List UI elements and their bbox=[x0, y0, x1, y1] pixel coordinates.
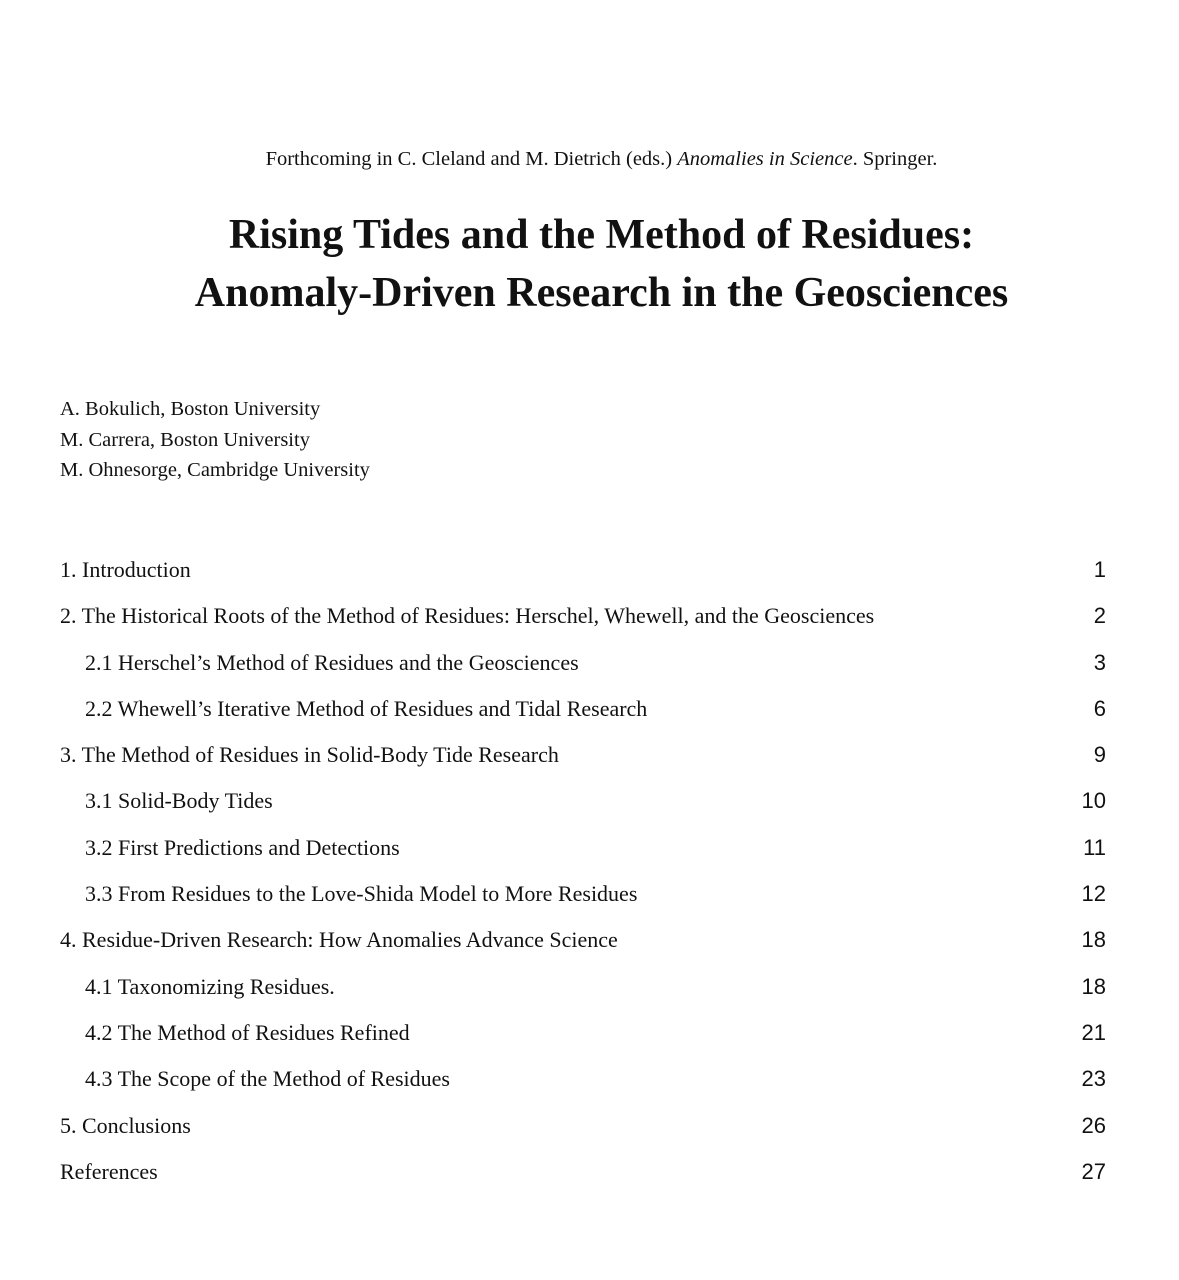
toc-entry-solid-body-tides[interactable] bbox=[60, 784, 1106, 830]
toc-entry-label: 4.3 The Scope of the Method of Residues bbox=[85, 1066, 450, 1092]
publication-note bbox=[0, 144, 1179, 174]
toc-entry-label: 2.1 Herschel’s Method of Residues and the Geosciences bbox=[85, 649, 579, 675]
toc-entry-label: 4.2 The Method of Residues Refined bbox=[85, 1019, 410, 1045]
author-entry: A. Bokulich, Boston University bbox=[60, 398, 321, 420]
paper-title-line-2: Anomaly-Driven Research in the Geosciences bbox=[194, 270, 1009, 316]
toc-entry-label: 3.3 From Residues to the Love-Shida Model to More Residues bbox=[85, 881, 638, 907]
toc-entry-page: 3 bbox=[1093, 649, 1106, 675]
publication-venue: Anomalies in Science bbox=[677, 148, 853, 170]
toc-entry-whewell-method[interactable] bbox=[60, 692, 1106, 738]
toc-entry-page: 12 bbox=[1081, 881, 1106, 907]
toc-entry-page: 27 bbox=[1081, 1158, 1106, 1184]
toc-entry-page: 26 bbox=[1081, 1112, 1106, 1138]
toc-entry-page: 18 bbox=[1081, 973, 1106, 999]
toc-entry-method-scope[interactable] bbox=[60, 1062, 1106, 1108]
toc-entry-solid-body-research[interactable] bbox=[60, 738, 1106, 784]
toc-entry-page: 6 bbox=[1093, 695, 1106, 721]
toc-entry-first-predictions[interactable] bbox=[60, 831, 1106, 877]
toc-entry-label: 4.1 Taxonomizing Residues. bbox=[85, 973, 335, 999]
author-list bbox=[60, 394, 370, 486]
toc-entry-residue-driven-research[interactable] bbox=[60, 923, 1106, 969]
publication-note-suffix: . Springer. bbox=[852, 148, 938, 170]
author-entry: M. Carrera, Boston University bbox=[60, 428, 310, 451]
toc-entry-taxonomizing-residues[interactable] bbox=[60, 970, 1106, 1016]
toc-entry-page: 21 bbox=[1081, 1019, 1106, 1045]
toc-entry-love-shida-model[interactable] bbox=[60, 877, 1106, 923]
toc-entry-label: 2. The Historical Roots of the Method of Residues: Herschel, Whewell, and the Geosciences bbox=[60, 603, 875, 629]
toc-entry-page: 18 bbox=[1081, 927, 1106, 953]
toc-entry-references[interactable] bbox=[60, 1155, 1106, 1201]
toc-entry-page: 1 bbox=[1093, 557, 1106, 582]
toc-entry-page: 11 bbox=[1083, 834, 1106, 860]
toc-entry-page: 23 bbox=[1081, 1066, 1106, 1092]
publication-note-prefix: Forthcoming in C. Cleland and M. Dietrich (eds.) bbox=[265, 148, 678, 170]
toc-entry-introduction[interactable] bbox=[60, 553, 1106, 599]
table-of-contents bbox=[60, 553, 1106, 1201]
toc-entry-herschel-method[interactable] bbox=[60, 646, 1106, 692]
toc-entry-page: 9 bbox=[1093, 742, 1106, 768]
toc-entry-conclusions[interactable] bbox=[60, 1109, 1106, 1155]
toc-entry-label: 4. Residue-Driven Research: How Anomalies Advance Science bbox=[60, 927, 618, 953]
toc-entry-label: 5. Conclusions bbox=[60, 1112, 191, 1138]
toc-entry-label: 3.2 First Predictions and Detections bbox=[85, 834, 400, 860]
paper-title bbox=[0, 206, 1179, 322]
paper-title-line-1: Rising Tides and the Method of Residues: bbox=[228, 212, 975, 258]
toc-entry-label: 3.1 Solid-Body Tides bbox=[85, 788, 273, 814]
toc-entry-label: 3. The Method of Residues in Solid-Body Tide Research bbox=[60, 742, 559, 768]
toc-entry-page: 10 bbox=[1081, 788, 1106, 814]
toc-entry-label: References bbox=[60, 1158, 158, 1184]
author-entry: M. Ohnesorge, Cambridge University bbox=[60, 459, 370, 481]
toc-entry-label: 1. Introduction bbox=[60, 557, 191, 582]
toc-entry-page: 2 bbox=[1093, 603, 1106, 629]
toc-entry-historical-roots[interactable] bbox=[60, 599, 1106, 645]
toc-entry-method-refined[interactable] bbox=[60, 1016, 1106, 1062]
toc-entry-label: 2.2 Whewell’s Iterative Method of Residues and Tidal Research bbox=[85, 695, 648, 721]
